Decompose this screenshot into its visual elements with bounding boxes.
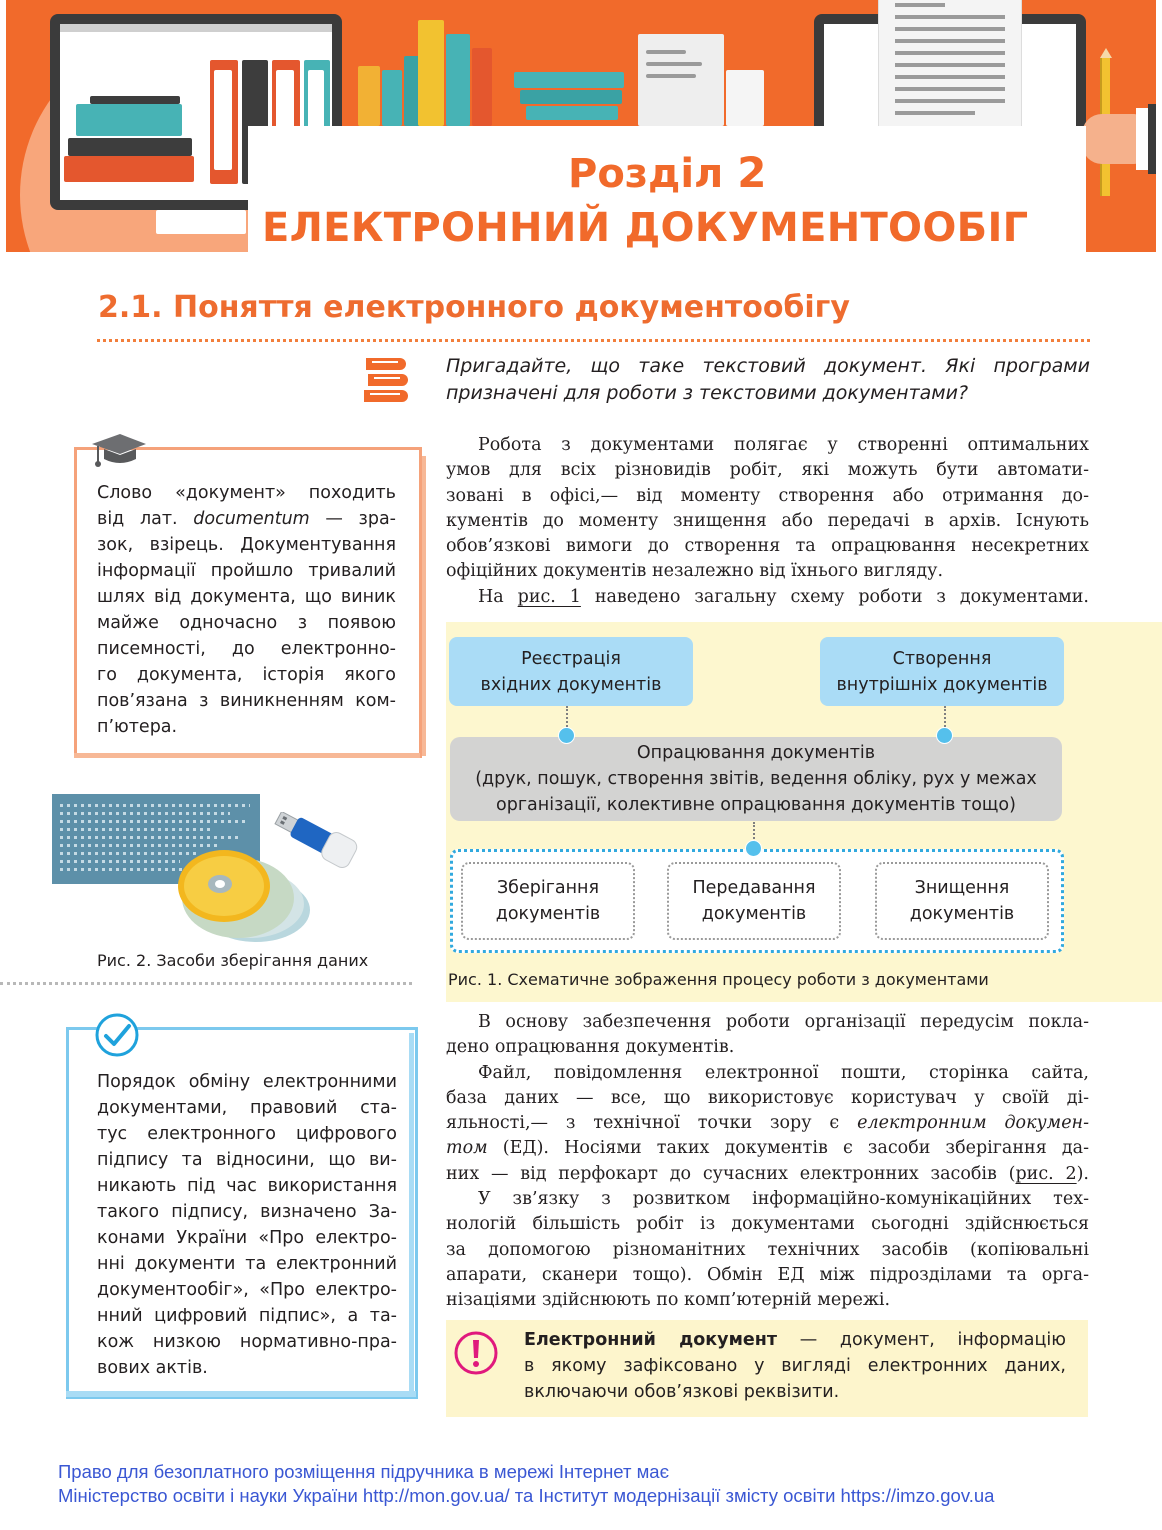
diagram-registration-box (449, 637, 693, 706)
book-illustration (358, 66, 380, 126)
book-illustration (446, 34, 470, 126)
graduation-cap-icon (90, 432, 146, 472)
exclamation-icon (453, 1330, 499, 1376)
cd-discs-image (176, 848, 312, 946)
book-illustration (472, 48, 492, 126)
figure-2-caption: Рис. 2. Засоби зберігання даних (97, 951, 369, 970)
book-illustration (76, 104, 182, 136)
diagram-storage-box (461, 862, 635, 940)
intro-question (446, 353, 1090, 407)
term-italic: том (446, 1138, 488, 1159)
figure-1-link[interactable]: рис. 1 (517, 586, 581, 607)
section-divider (97, 339, 1090, 342)
body-line: нологій більшість робіт із документами сьогодні здійснюється (446, 1214, 1089, 1235)
diagram-label: вхідних документів (480, 674, 662, 695)
intro-line: Пригадайте, що таке текстовий документ. Які програми (446, 355, 1090, 377)
diagram-processing-box (450, 737, 1062, 821)
origin-note-text (97, 480, 396, 740)
law-line: документообіг», «Про електро- (97, 1280, 397, 1300)
paper-illustration (726, 70, 764, 126)
law-line: підпису та відносини, що ви- (97, 1150, 397, 1170)
law-line: Порядок обміну електронними (97, 1072, 397, 1092)
monitor-stand (156, 210, 246, 234)
body-line: умов для всіх різновидів робіт, які можуть бути автомати- (446, 460, 1089, 481)
origin-line: Слово «документ» походить (97, 483, 396, 503)
body-line: Файл, повідомлення електронної пошти, сторінка сайта, (478, 1062, 1089, 1083)
definition-term: Електронний документ (524, 1330, 777, 1350)
diagram-label: Реєстрація (521, 648, 621, 669)
definition-text (524, 1327, 1066, 1405)
document-illustration (878, 0, 1022, 130)
diagram-destroy-box (875, 862, 1049, 940)
diagram-label: документів (701, 904, 807, 924)
diagram-label: (друк, пошук, створення звітів, ведення обліку, рух у межах (475, 769, 1037, 789)
checkmark-icon (94, 1012, 140, 1058)
footer-line: Право для безоплатного розміщення підручника в мережі Інтернет має (58, 1461, 670, 1482)
body-line: кументів до моменту знищення або передачі в архів. Існують (446, 510, 1089, 531)
body-line: том (ЕД). Носіями таких документів є засоби зберігання да- (446, 1138, 1089, 1159)
book-illustration (520, 90, 622, 104)
law-line: нний цифровий підпис», а та- (97, 1306, 397, 1326)
book-illustration (382, 70, 402, 126)
law-line: нні документи та електронний (97, 1254, 397, 1274)
book-illustration (90, 96, 180, 104)
diagram-label: Опрацювання документів (636, 743, 876, 763)
body-line: база даних — все, що використовує користувач у своїй ді- (446, 1087, 1089, 1108)
law-line: конами України «Про електро- (97, 1228, 397, 1248)
definition-line: Електронний документ — документ, інформацію (524, 1330, 1066, 1350)
intro-line: призначені для роботи з текстовими документами? (446, 382, 969, 404)
diagram-label: Передавання (692, 878, 816, 898)
origin-line: пов’язана з виникненням ком- (97, 691, 396, 711)
origin-box-shadow (74, 753, 420, 758)
paper-illustration (638, 34, 724, 126)
legislation-note-text (97, 1069, 397, 1381)
law-line: такого підпису, визначено За- (97, 1202, 397, 1222)
body-paragraph-1 (446, 433, 1089, 610)
law-line: никають під час використання (97, 1176, 397, 1196)
diagram-connector (753, 822, 755, 842)
body-line: них — від перфокарт до сучасних електронних засобів (рис. 2). (446, 1163, 1089, 1184)
origin-line: го документа, історія якого (97, 665, 396, 685)
footer-notice (58, 1460, 994, 1508)
body-line: за допомогою різноманітних технічних засобів (копіювальні (446, 1239, 1089, 1260)
definition-line: в якому зафіксовано у вигляді електронних даних, (524, 1356, 1066, 1376)
diagram-label: документів (495, 904, 601, 924)
books-stack-icon (362, 352, 410, 406)
law-line: вових актів. (97, 1358, 208, 1378)
section-title: 2.1. Поняття електронного документообігу (98, 290, 850, 325)
body-line: У зв’язку з розвитком інформаційно-комунікаційних тех- (478, 1189, 1089, 1210)
paper-line (646, 74, 696, 78)
body-line: офіційних документів незалежно від їхнього вигляду. (446, 561, 944, 582)
body-line: нізаціями здійснюють по комп’ютерній мережі. (446, 1290, 891, 1311)
origin-line: шлях від документа, що виник (97, 587, 396, 607)
diagram-label: організації, колективне опрацювання документів тощо) (496, 795, 1016, 815)
book-illustration (514, 72, 624, 88)
origin-line: п’ютера. (97, 717, 178, 737)
footer-line: Міністерство освіти і науки України http://mon.gov.ua/ та Інститут модернізації змісту освіти https://imzo.gov.ua (58, 1485, 995, 1506)
diagram-node (558, 727, 575, 744)
legislation-box-shadow (409, 1033, 414, 1397)
chapter-number: 2 (737, 148, 767, 197)
definition-line: включаючи обов’язкові реквізити. (524, 1382, 840, 1402)
book-illustration (418, 20, 444, 126)
body-paragraph-2 (446, 1010, 1089, 1314)
diagram-label: Зберігання (496, 878, 600, 898)
body-line: апарати, сканери тощо). Обмін ЕД між підрозділами та орга- (446, 1264, 1089, 1285)
diagram-transfer-box (667, 862, 841, 940)
chapter-label: Розділ (568, 151, 724, 197)
diagram-label: документів (909, 904, 1015, 924)
paper-line (646, 62, 702, 66)
diagram-label: Створення (892, 648, 992, 669)
paper-line (646, 50, 686, 54)
law-line: документами, правовий ста- (97, 1098, 397, 1118)
diagram-node (936, 727, 953, 744)
body-line: дено опрацювання документів. (446, 1037, 735, 1058)
origin-line: інформації пройшло тривалий (97, 561, 396, 581)
body-line: зовані в офісі,— від моменту створення або отримання до- (446, 485, 1089, 506)
origin-line: майже одночасно з появою (97, 613, 396, 633)
body-line: Робота з документами полягає у створенні оптимальних (478, 435, 1089, 455)
body-line: обов’язкові вимоги до створення та опрацювання несекретних (446, 536, 1089, 557)
chapter-title: ЕЛЕКТРОННИЙ ДОКУМЕНТООБІГ (262, 205, 1029, 251)
body-line: яльності,— з технічної точки зору є електронним докумен- (446, 1113, 1089, 1134)
legislation-box-shadow (66, 1391, 416, 1397)
term-italic: електронним докумен- (857, 1113, 1089, 1134)
law-line: тус електронного цифрового (97, 1124, 397, 1144)
body-line: На рис. 1 наведено загальну схему роботи з документами. (478, 586, 1089, 607)
diagram-label: Знищення (914, 878, 1010, 898)
origin-line: від лат. documentum — зра- (97, 509, 396, 529)
book-illustration (526, 106, 618, 120)
figure-1-caption: Рис. 1. Схематичне зображення процесу роботи з документами (448, 970, 989, 989)
origin-line: писемності, до електронно- (97, 639, 396, 659)
origin-line: зок, взірець. Документування (97, 535, 396, 555)
chapter-heading (0, 148, 1162, 197)
law-line: кож низкою нормативно-пра- (97, 1332, 397, 1352)
diagram-label: внутрішніх документів (836, 674, 1048, 695)
left-column-divider (0, 982, 412, 985)
body-line: В основу забезпечення роботи організації передусім покла- (478, 1012, 1089, 1032)
figure-2-link[interactable]: рис. 2 (1015, 1163, 1077, 1184)
diagram-creation-box (820, 637, 1064, 706)
diagram-node (745, 840, 762, 857)
